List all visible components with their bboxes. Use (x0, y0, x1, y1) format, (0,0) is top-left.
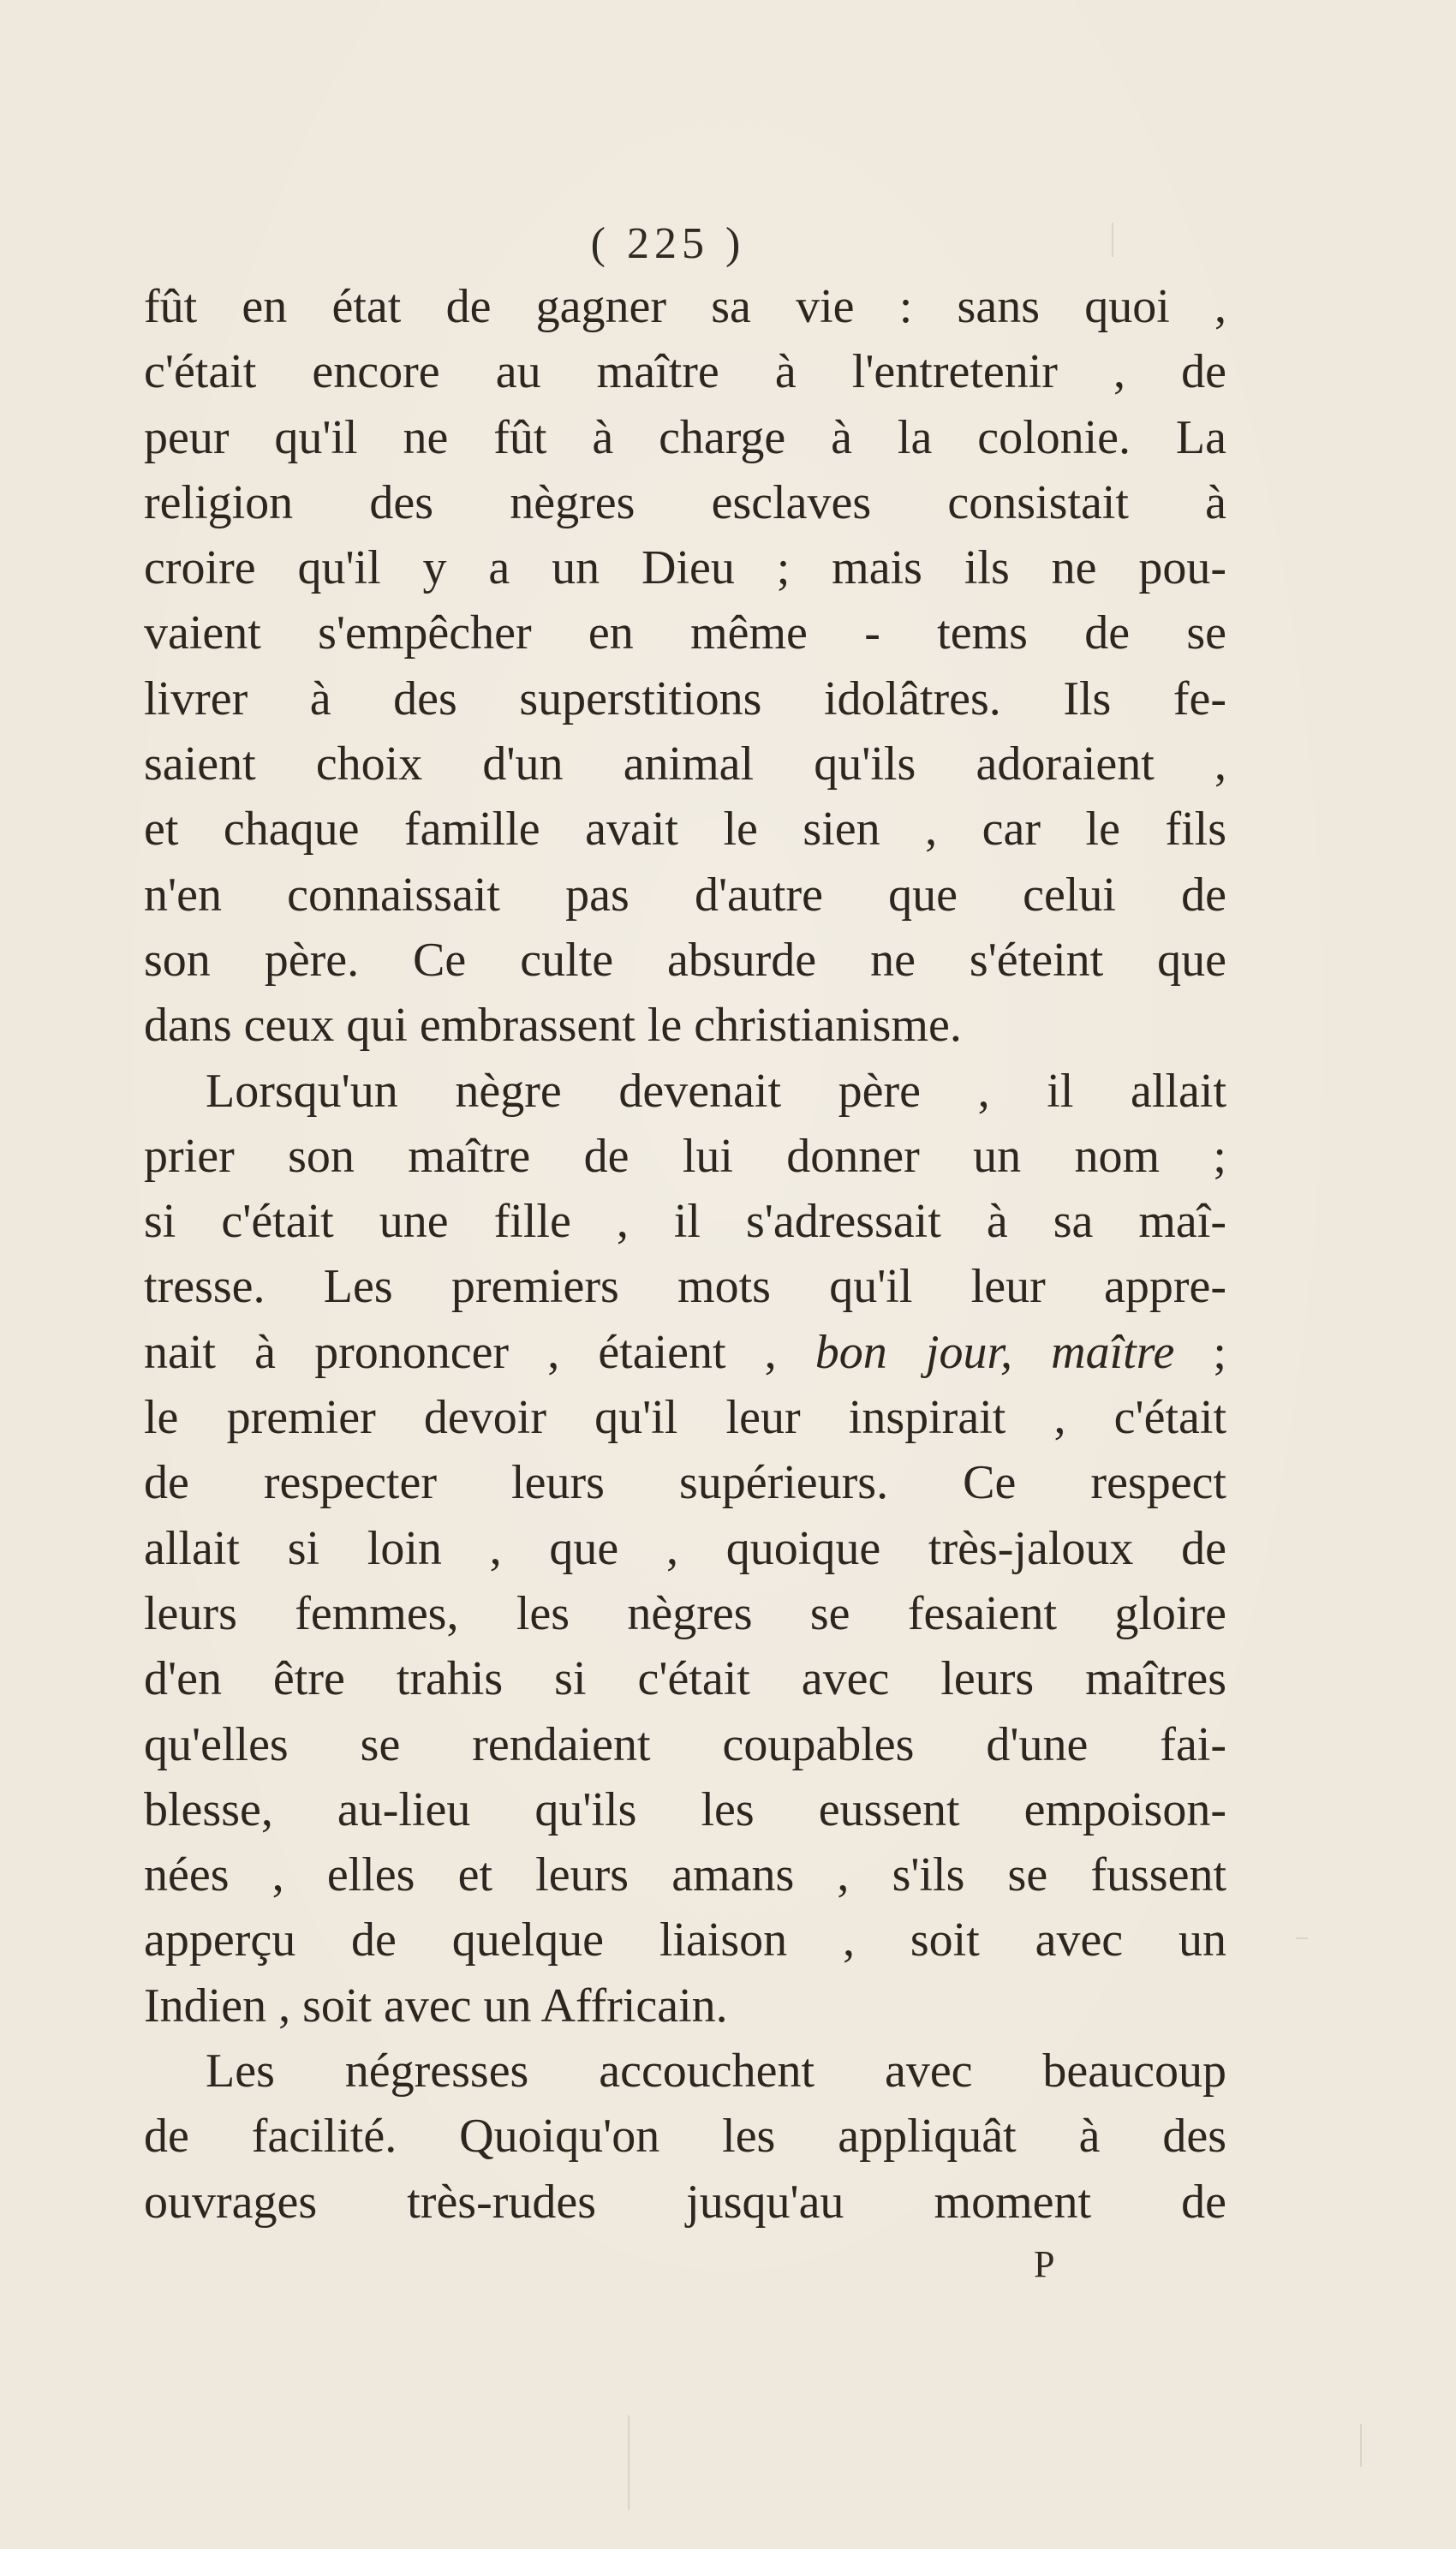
text-line: nées , elles et leurs amans , s'ils se fussent (144, 1848, 1226, 1902)
text-line: peur qu'il ne fût à charge à la colonie. La (144, 410, 1226, 464)
text-line: d'en être trahis si c'était avec leurs maîtres (144, 1652, 1226, 1706)
text-line: de facilité. Quoiqu'on les appliquât à des (144, 2110, 1226, 2164)
text-line: livrer à des superstitions idolâtres. Ils fe- (144, 672, 1226, 725)
text-line: tresse. Les premiers mots qu'il leur appre- (144, 1260, 1226, 1314)
text-line: et chaque famille avait le sien , car le fils (144, 803, 1226, 857)
text-line-with-italic (144, 1320, 1226, 1385)
text-segment: ; (1174, 1325, 1226, 1379)
body-text (144, 274, 1226, 2235)
text-line: de respecter leurs supérieurs. Ce respect (144, 1456, 1226, 1510)
paper-blemish (628, 2415, 630, 2510)
text-line: le premier devoir qu'il leur inspirait , c'était (144, 1391, 1226, 1445)
italic-phrase: bon jour, maître (815, 1325, 1175, 1379)
text-line: blesse, au-lieu qu'ils les eussent empoison- (144, 1782, 1226, 1836)
text-line: apperçu de quelque liaison , soit avec un (144, 1913, 1226, 1967)
text-line: si c'était une fille , il s'adressait à sa maî- (144, 1195, 1226, 1249)
signature-mark: P (1034, 2243, 1055, 2285)
text-line: Les négresses accouchent avec beaucoup (206, 2045, 1226, 2098)
text-line: Indien , soit avec un Affricain. (144, 1979, 728, 2033)
text-line: croire qu'il y a un Dieu ; mais ils ne pou- (144, 541, 1226, 595)
text-line: saient choix d'un animal qu'ils adoraient , (144, 737, 1226, 791)
page-number: ( 225 ) (590, 219, 746, 268)
text-line: Lorsqu'un nègre devenait père , il allait (206, 1064, 1226, 1118)
paper-blemish (1112, 223, 1113, 257)
text-line: prier son maître de lui donner un nom ; (144, 1129, 1226, 1183)
text-line: son père. Ce culte absurde ne s'éteint que (144, 933, 1226, 987)
text-segment: nait à prononcer , étaient , (144, 1325, 815, 1379)
text-line: vaient s'empêcher en même - tems de se (144, 606, 1226, 660)
text-line: religion des nègres esclaves consistait à (144, 475, 1226, 529)
paper-blemish (1360, 2424, 1362, 2467)
text-line: fût en état de gagner sa vie : sans quoi , (144, 280, 1226, 333)
text-line: ouvrages très-rudes jusqu'au moment de (144, 2175, 1226, 2229)
text-line: leurs femmes, les nègres se fesaient gloire (144, 1586, 1226, 1640)
text-line: n'en connaissait pas d'autre que celui de (144, 868, 1226, 922)
text-line: dans ceux qui embrassent le christianisme. (144, 999, 962, 1053)
text-line: qu'elles se rendaient coupables d'une fai- (144, 1717, 1226, 1771)
paper-blemish (1296, 1937, 1308, 1939)
text-line: c'était encore au maître à l'entretenir , de (144, 345, 1226, 399)
text-line: allait si loin , que , quoique très-jaloux de (144, 1521, 1226, 1575)
